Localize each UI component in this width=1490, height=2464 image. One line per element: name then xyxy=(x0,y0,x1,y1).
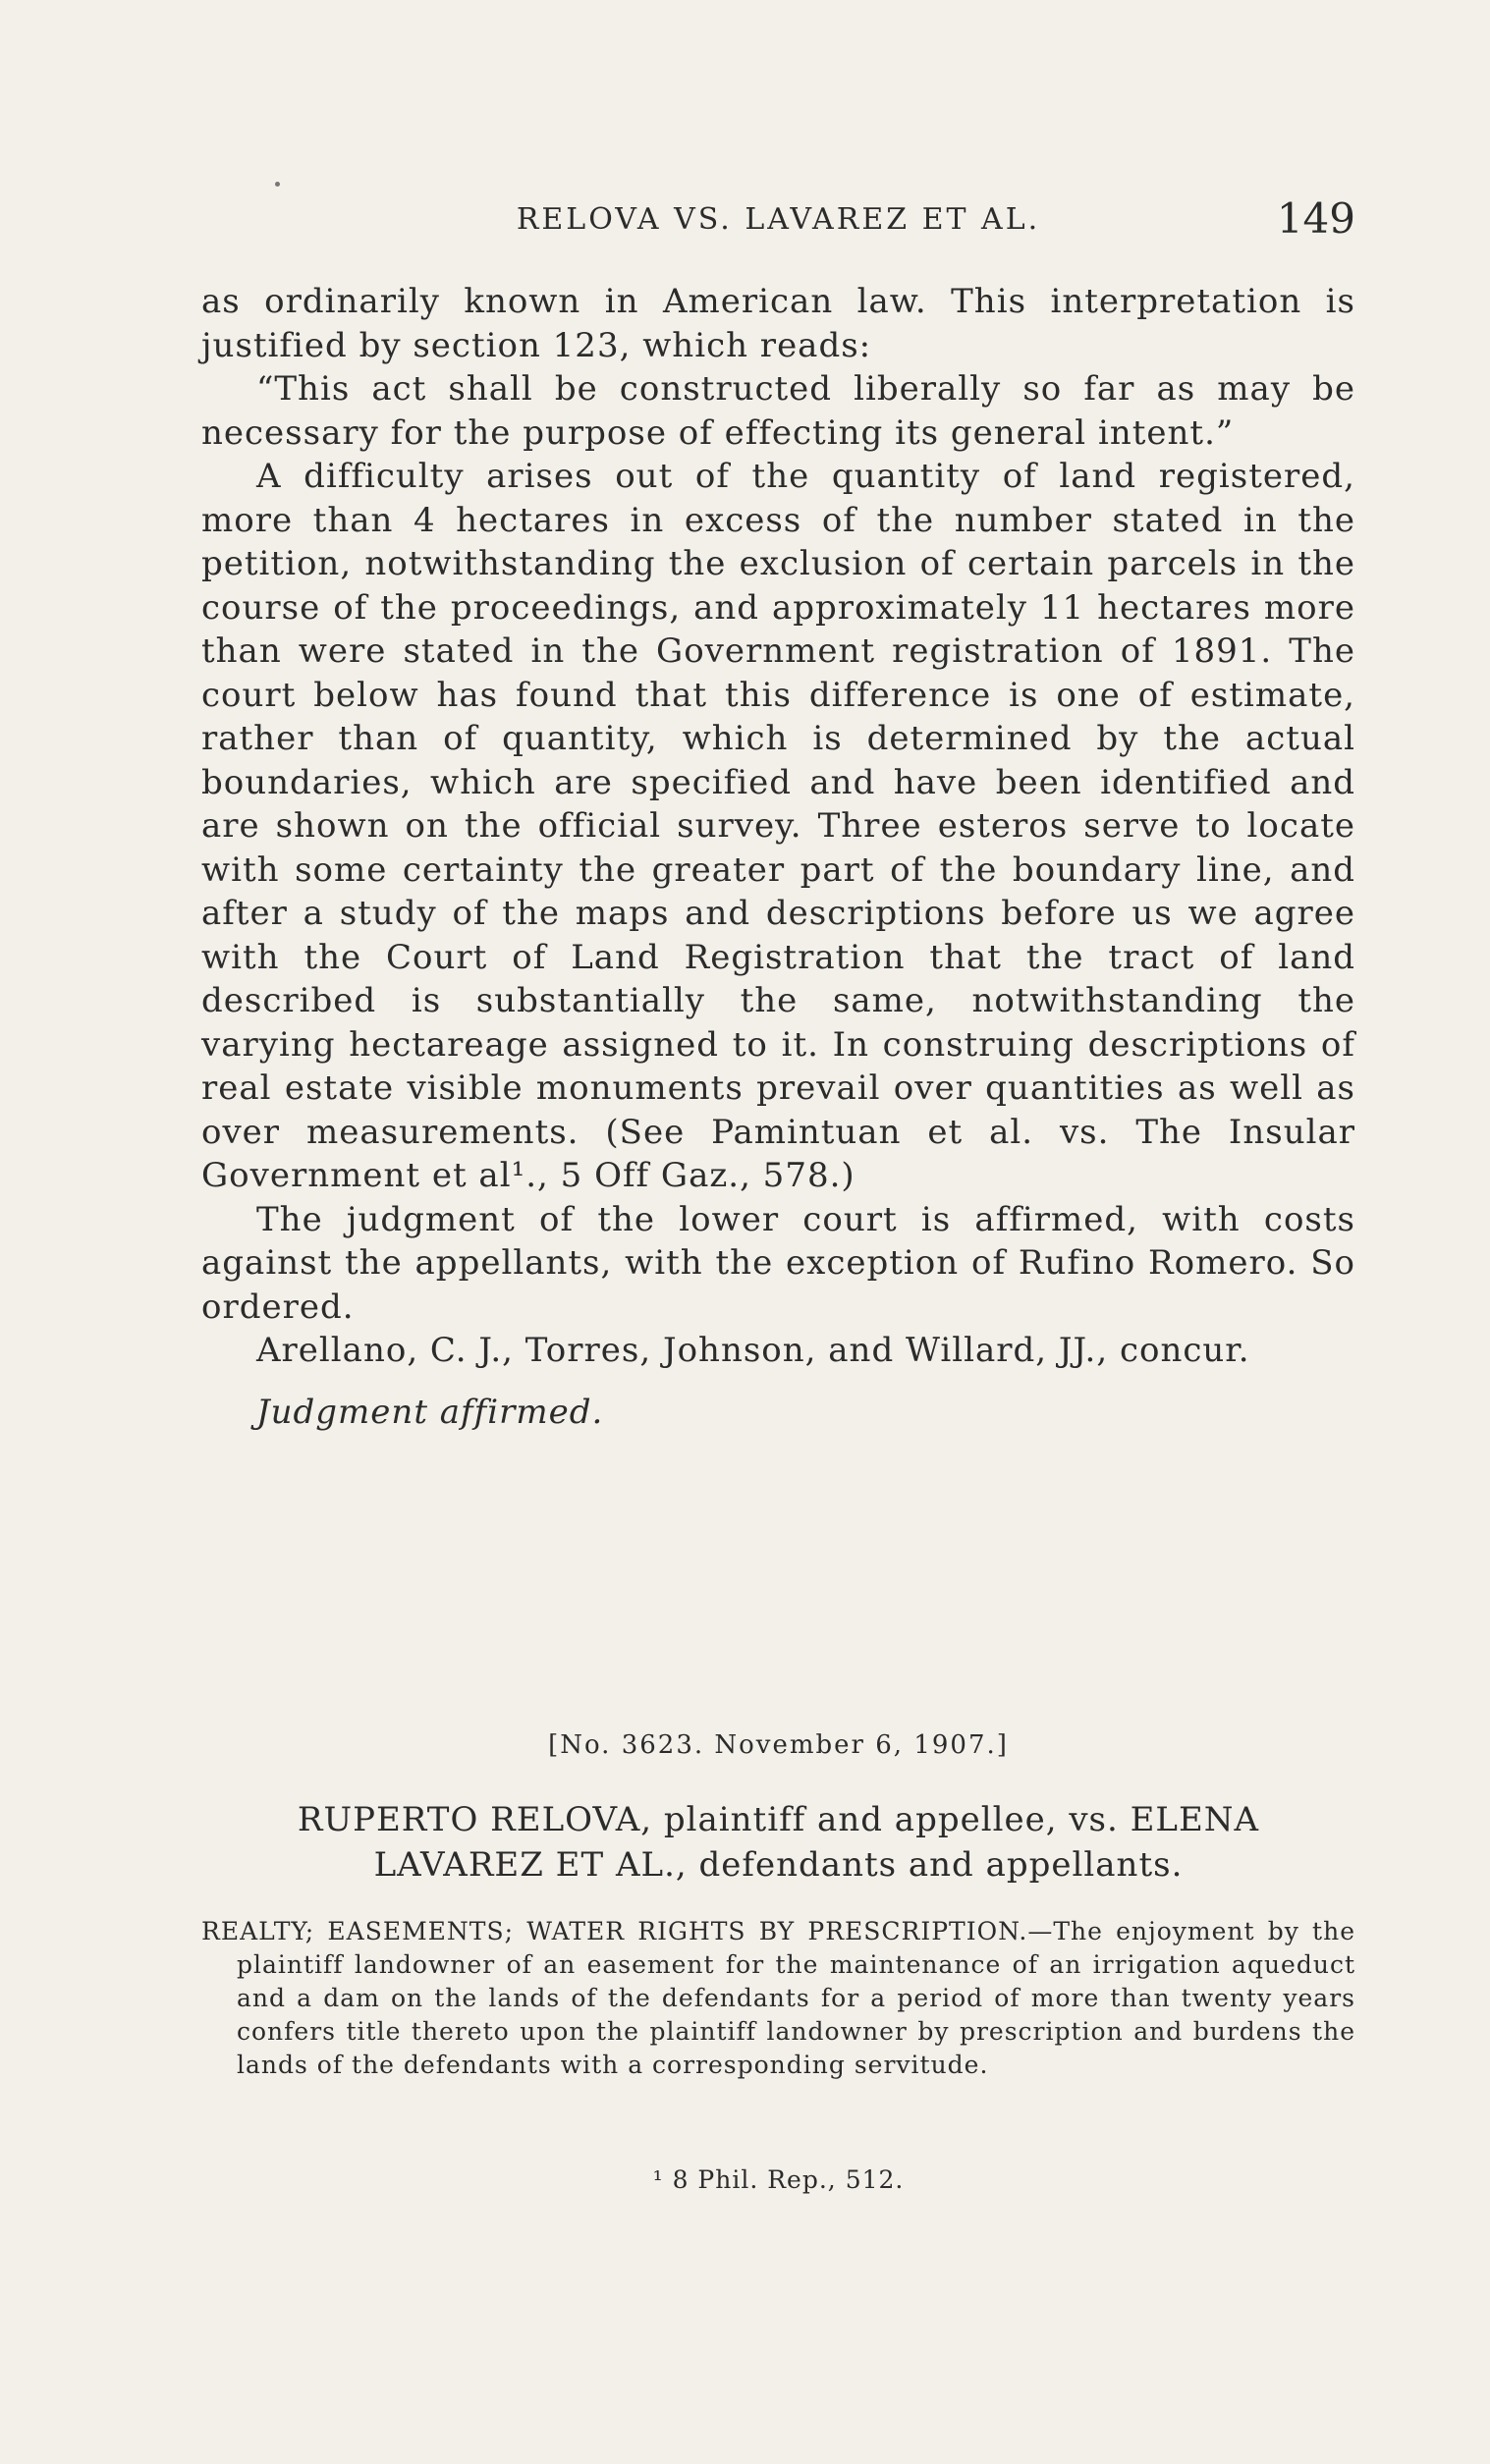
syllabus-paragraph xyxy=(201,1915,1355,2082)
speck-mark xyxy=(275,182,280,187)
syllabus-text: —The enjoyment by the plaintiff landowner of an easement for the maintenance of an irrigation aqueduct and a dam on the lands of the defendants for a period of more than twenty years confers title thereto upon the plaintiff landowner by prescription and burdens the lands of the defendants with a corresponding servitude. xyxy=(237,1917,1355,2079)
running-title: RELOVA VS. LAVAREZ ET AL. xyxy=(516,202,1041,237)
quoted-statute: “This act shall be constructed liberally so far as may be necessary for the purpose of effecting its general intent.” xyxy=(201,369,1355,453)
judgment-affirmed: Judgment affirmed. xyxy=(256,1392,604,1432)
footnote: ¹ 8 Phil. Rep., 512. xyxy=(652,2165,905,2194)
paragraph-difficulty: A difficulty arises out of the quantity of land registered, more than 4 hectares in excess of the number stated in the petition, notwithstanding the exclusion of certain parcels in the course of the proceedings, and approximately 11 hectares more than were stated in the Government registration of 1891. The court below has found that this difference is one of estimate, rather than of quantity, which is determined by the actual boundaries, which are specified and have been identified and are shown on the official survey. Three esteros serve to locate with some certainty the greater part of the boundary line, and after a study of the maps and descriptions before us we agree with the Court of Land Registration that the tract of land described is substantially the same, notwithstanding the varying hectareage assigned to it. In construing descriptions of real estate visible monuments prevail over quantities as well as over measurements. (See Pamintuan et al. vs. The Insular Government et al¹., 5 Off Gaz., 578.) xyxy=(201,457,1355,1195)
syllabus-heading: REALTY; EASEMENTS; WATER RIGHTS BY PRESCRIPTION. xyxy=(201,1917,1028,1945)
paragraph-judgment: The judgment of the lower court is affirmed, with costs against the appellants, with the exception of Rufino Romero. So ordered. xyxy=(201,1199,1355,1327)
case-title: RUPERTO RELOVA, plaintiff and appellee, vs. ELENA LAVAREZ ET AL., defendants and appellants. xyxy=(297,1800,1260,1885)
page-number: 149 xyxy=(1276,194,1355,243)
paragraph-continuation: as ordinarily known in American law. This interpretation is justified by section 123, which reads: xyxy=(201,282,1355,365)
syllabus xyxy=(201,1915,1355,2082)
case-number: [No. 3623. November 6, 1907.] xyxy=(548,1730,1009,1760)
running-head xyxy=(201,194,1355,244)
main-text xyxy=(201,280,1355,1434)
paragraph-concurrence: Arellano, C. J., Torres, Johnson, and Willard, JJ., concur. xyxy=(256,1331,1250,1370)
